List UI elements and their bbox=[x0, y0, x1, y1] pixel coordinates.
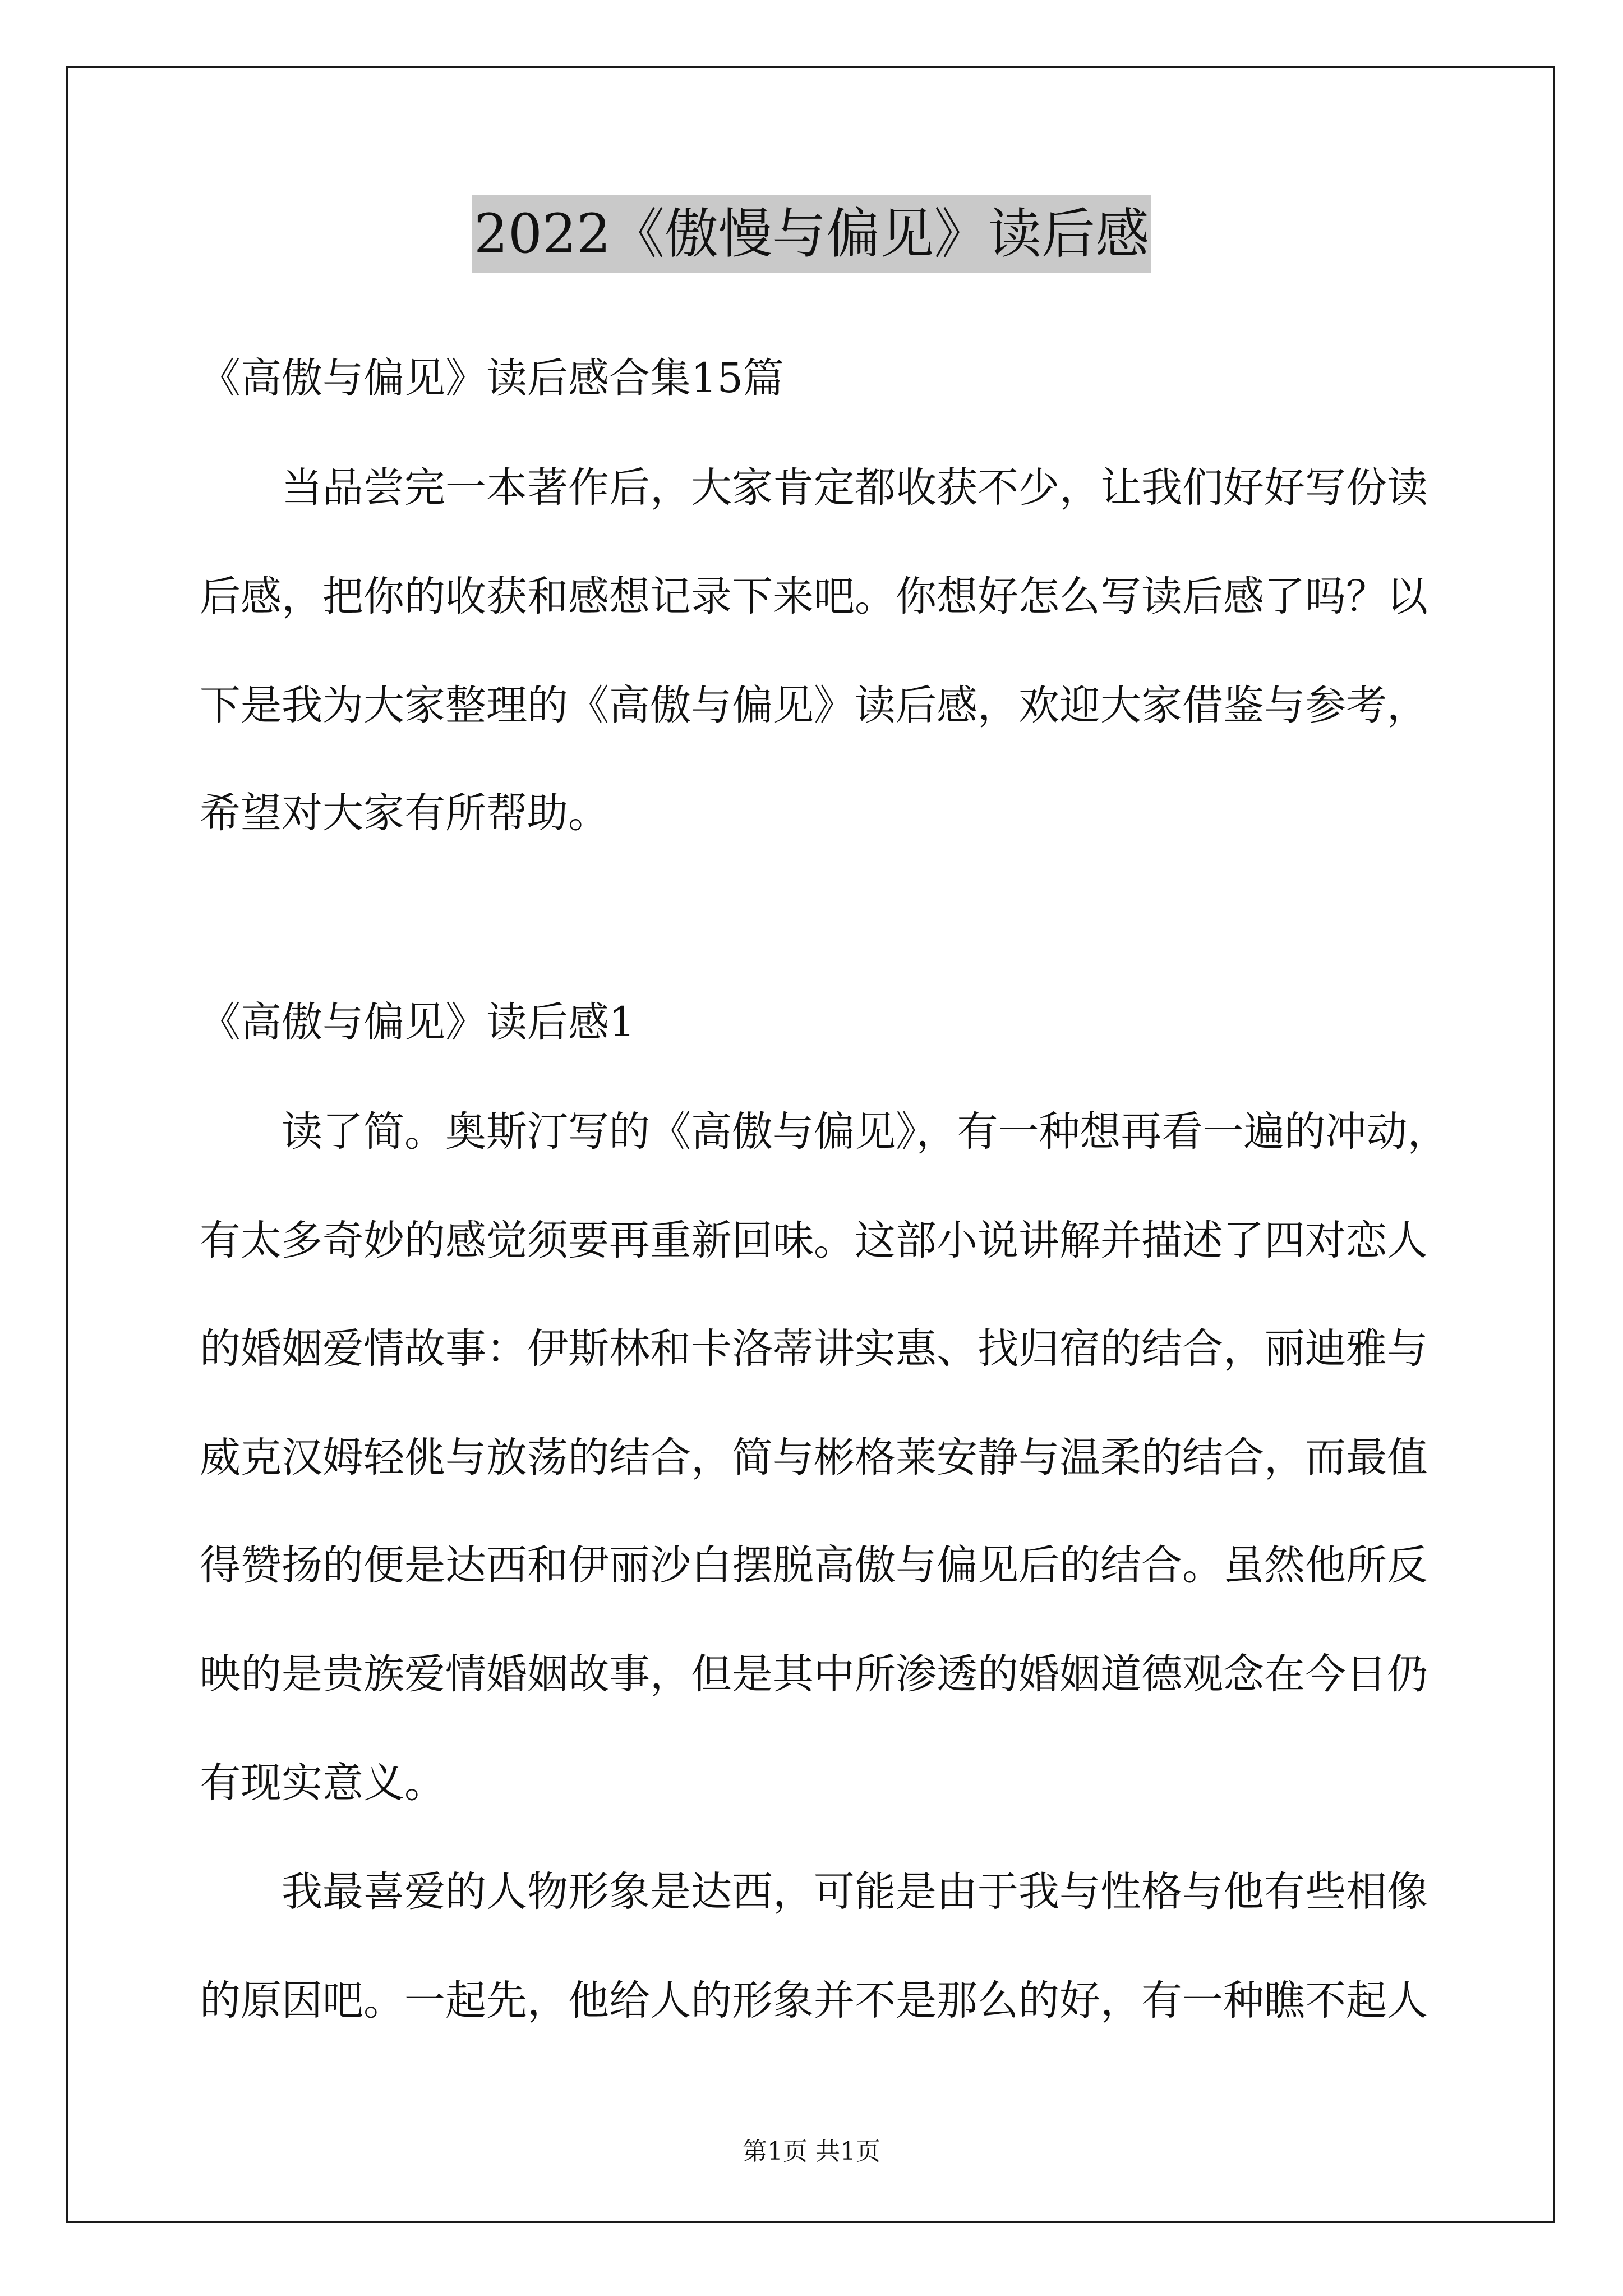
page-footer: 第1页 共1页 bbox=[743, 2137, 880, 2166]
intro-line: 当品尝完一本著作后，大家肯定都收获不少，让我们好好写份读 bbox=[282, 464, 1428, 512]
paragraph-line: 映的是贵族爱情婚姻故事，但是其中所渗透的婚姻道德观念在今日仍 bbox=[200, 1650, 1428, 1698]
document-subtitle: 《高傲与偏见》读后感合集15篇 bbox=[200, 355, 784, 402]
paragraph-line: 的婚姻爱情故事：伊斯林和卡洛蒂讲实惠、找归宿的结合，丽迪雅与 bbox=[200, 1325, 1428, 1373]
paragraph-line: 的原因吧。一起先，他给人的形象并不是那么的好，有一种瞧不起人 bbox=[200, 1977, 1428, 2024]
paragraph-line: 读了简。奥斯汀写的《高傲与偏见》，有一种想再看一遍的冲动， bbox=[282, 1108, 1449, 1156]
paragraph-line: 有现实意义。 bbox=[200, 1759, 445, 1807]
document-title: 2022《傲慢与偏见》读后感 bbox=[472, 195, 1151, 273]
paragraph-line: 得赞扬的便是达西和伊丽沙白摆脱高傲与偏见后的结合。虽然他所反 bbox=[200, 1542, 1428, 1589]
paragraph-line: 我最喜爱的人物形象是达西，可能是由于我与性格与他有些相像 bbox=[282, 1868, 1428, 1916]
intro-line: 希望对大家有所帮助。 bbox=[200, 789, 609, 837]
section-heading: 《高傲与偏见》读后感1 bbox=[200, 999, 635, 1046]
paragraph-line: 威克汉姆轻佻与放荡的结合，简与彬格莱安静与温柔的结合，而最值 bbox=[200, 1434, 1428, 1481]
title-container bbox=[0, 195, 1623, 273]
intro-line: 下是我为大家整理的《高傲与偏见》读后感，欢迎大家借鉴与参考， bbox=[200, 682, 1428, 729]
intro-line: 后感，把你的收获和感想记录下来吧。你想好怎么写读后感了吗？以 bbox=[200, 573, 1428, 620]
paragraph-line: 有太多奇妙的感觉须要再重新回味。这部小说讲解并描述了四对恋人 bbox=[200, 1217, 1428, 1264]
